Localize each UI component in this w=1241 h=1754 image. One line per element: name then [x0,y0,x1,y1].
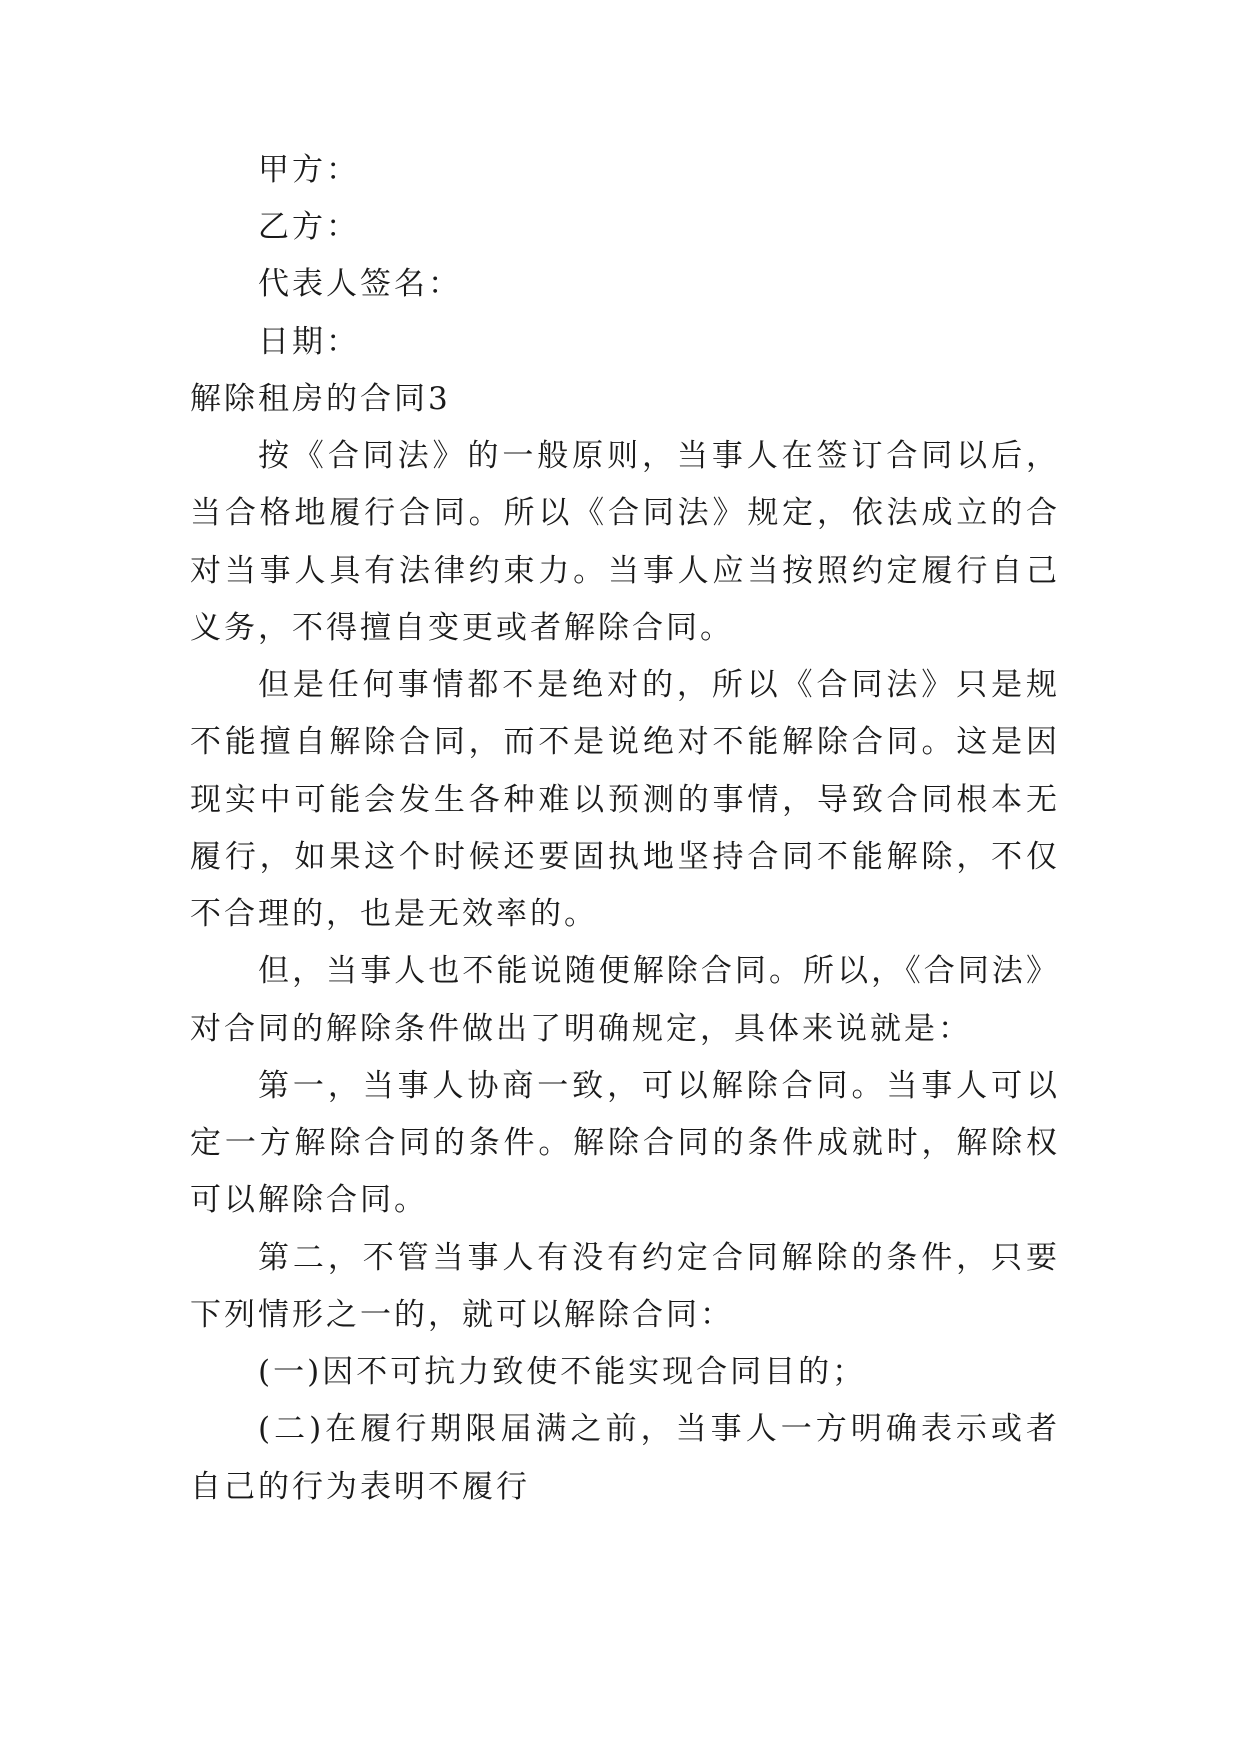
paragraph-line: 但是任何事情都不是绝对的，所以《合同法》只是规 [258,667,1060,703]
paragraph-line: 当合格地履行合同。所以《合同法》规定，依法成立的合 [190,495,1060,531]
paragraph-line: 对合同的解除条件做出了明确规定，具体来说就是： [190,1011,972,1047]
paragraph-line: 第一，当事人协商一致，可以解除合同。当事人可以 [258,1068,1060,1104]
paragraph-line: 对当事人具有法律约束力。当事人应当按照约定履行自己 [190,553,1060,589]
section-heading: 解除租房的合同3 [190,381,451,417]
paragraph-line: 现实中可能会发生各种难以预测的事情，导致合同根本无 [190,782,1060,818]
party-a-label: 甲方： [258,152,360,188]
paragraph-line: 履行，如果这个时候还要固执地坚持合同不能解除，不仅 [190,839,1060,875]
paragraph-line: 但，当事人也不能说随便解除合同。所以，《合同法》 [258,953,1060,989]
list-item: (二)在履行期限届满之前，当事人一方明确表示或者 [258,1411,1060,1447]
paragraph-line: 下列情形之一的，就可以解除合同： [190,1297,734,1333]
paragraph-line: 可以解除合同。 [190,1182,428,1218]
paragraph-line: 不合理的，也是无效率的。 [190,896,598,932]
party-b-label: 乙方： [258,209,360,245]
paragraph-line: 自己的行为表明不履行 [190,1469,530,1505]
paragraph-line: 第二，不管当事人有没有约定合同解除的条件，只要 [258,1240,1060,1276]
paragraph-line: 义务，不得擅自变更或者解除合同。 [190,610,734,646]
list-item: (一)因不可抗力致使不能实现合同目的； [258,1354,867,1390]
date-label: 日期： [258,324,360,360]
paragraph-line: 定一方解除合同的条件。解除合同的条件成就时，解除权 [190,1125,1060,1161]
paragraph-line: 按《合同法》的一般原则，当事人在签订合同以后， [258,438,1060,474]
representative-signature-label: 代表人签名： [258,266,462,302]
paragraph-line: 不能擅自解除合同，而不是说绝对不能解除合同。这是因 [190,724,1060,760]
